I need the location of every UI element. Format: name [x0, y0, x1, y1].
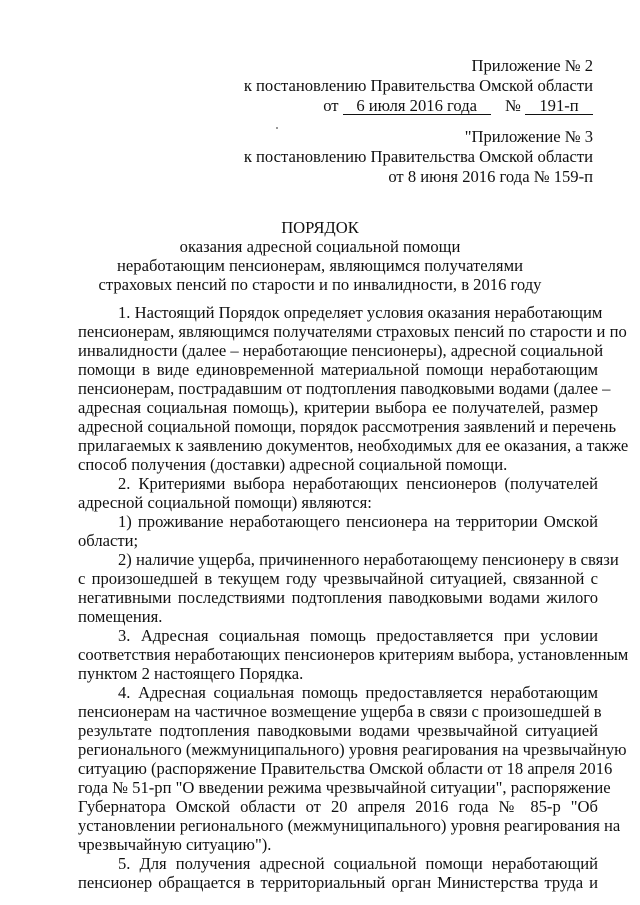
appendix-2-no: №	[505, 96, 521, 115]
body-line: негативными последствиями подтопления паводковыми водами жилого	[78, 588, 598, 607]
appendix-3-date-line: от 8 июня 2016 года № 159-п	[388, 167, 593, 186]
body-line: пенсионерам, являющимся получателями страховых пенсий по старости и по	[78, 322, 627, 341]
body-line: пенсионерам на частичное возмещение ущерба в связи с произошедшей в	[78, 702, 602, 721]
scan-speck	[276, 127, 278, 129]
body-line: способ получения (доставки) адресной социальной помощи.	[78, 455, 508, 474]
body-line: пенсионерам, пострадавшим от подтопления паводковыми водами (далее –	[78, 379, 611, 398]
body-line: с произошедшей в текущем году чрезвычайной ситуацией, связанной с	[78, 569, 598, 588]
body-line: 3. Адресная социальная помощь предоставляется при условии	[118, 626, 598, 645]
body-line: ситуацию (распоряжение Правительства Омской области от 18 апреля 2016	[78, 759, 613, 778]
appendix-2-title: Приложение № 2	[471, 56, 593, 75]
appendix-2-date: 6 июля 2016 года	[343, 97, 491, 115]
doc-title: ПОРЯДОК	[281, 218, 359, 237]
body-line: области;	[78, 531, 139, 550]
body-line: адресной социальной помощи, порядок рассмотрения заявлений и перечень	[78, 417, 617, 436]
body-line: 1) проживание неработающего пенсионера на территории Омской	[118, 512, 598, 531]
body-line: результате подтопления паводковыми водами чрезвычайной ситуацией	[78, 721, 598, 740]
body-line: инвалидности (далее – неработающие пенсионеры), адресной социальной	[78, 341, 604, 360]
body-line: пенсионер обращается в территориальный орган Министерства труда и	[78, 873, 598, 892]
body-line: Губернатора Омской области от 20 апреля 2016 года № 85-р "Об	[78, 797, 598, 816]
appendix-3-decree: к постановлению Правительства Омской области	[243, 147, 593, 166]
appendix-2-date-line	[323, 96, 593, 115]
appendix-2-decree: к постановлению Правительства Омской области	[243, 76, 593, 95]
body-line: чрезвычайную ситуацию").	[78, 835, 272, 854]
body-line: регионального (межмуниципального) уровня реагирования на чрезвычайную	[78, 740, 627, 759]
body-line: 1. Настоящий Порядок определяет условия оказания неработающим	[118, 303, 603, 322]
body-line: соответствия неработающих пенсионеров критериям выбора, установленным	[78, 645, 629, 664]
body-line: 2. Критериями выбора неработающих пенсионеров (получателей	[118, 474, 598, 493]
body-line: пунктом 2 настоящего Порядка.	[78, 664, 304, 683]
appendix-3-title: "Приложение № 3	[464, 127, 593, 146]
body-line: адресная социальная помощь), критерии выбора ее получателей, размер	[78, 398, 598, 417]
doc-subtitle-3: страховых пенсий по старости и по инвалидности, в 2016 году	[98, 275, 542, 294]
body-line: 5. Для получения адресной социальной помощи неработающий	[118, 854, 598, 873]
body-line: установлении регионального (межмуниципального) уровня реагирования на	[78, 816, 621, 835]
appendix-2-ot: от	[323, 96, 339, 115]
doc-subtitle-1: оказания адресной социальной помощи	[179, 237, 461, 256]
body-line: помощи в виде единовременной материальной помощи неработающим	[78, 360, 598, 379]
body-line: года № 51-рп "О введении режима чрезвычайной ситуации", распоряжение	[78, 778, 611, 797]
body-line: прилагаемых к заявлению документов, необходимых для ее оказания, а также	[78, 436, 629, 455]
body-line: адресной социальной помощи) являются:	[78, 493, 372, 512]
appendix-2-number: 191-п	[525, 97, 593, 115]
body-line: 4. Адресная социальная помощь предоставляется неработающим	[118, 683, 598, 702]
body-line: помещения.	[78, 607, 163, 626]
body-line: 2) наличие ущерба, причиненного неработающему пенсионеру в связи	[118, 550, 619, 569]
doc-subtitle-2: неработающим пенсионерам, являющимся получателями	[117, 256, 523, 275]
